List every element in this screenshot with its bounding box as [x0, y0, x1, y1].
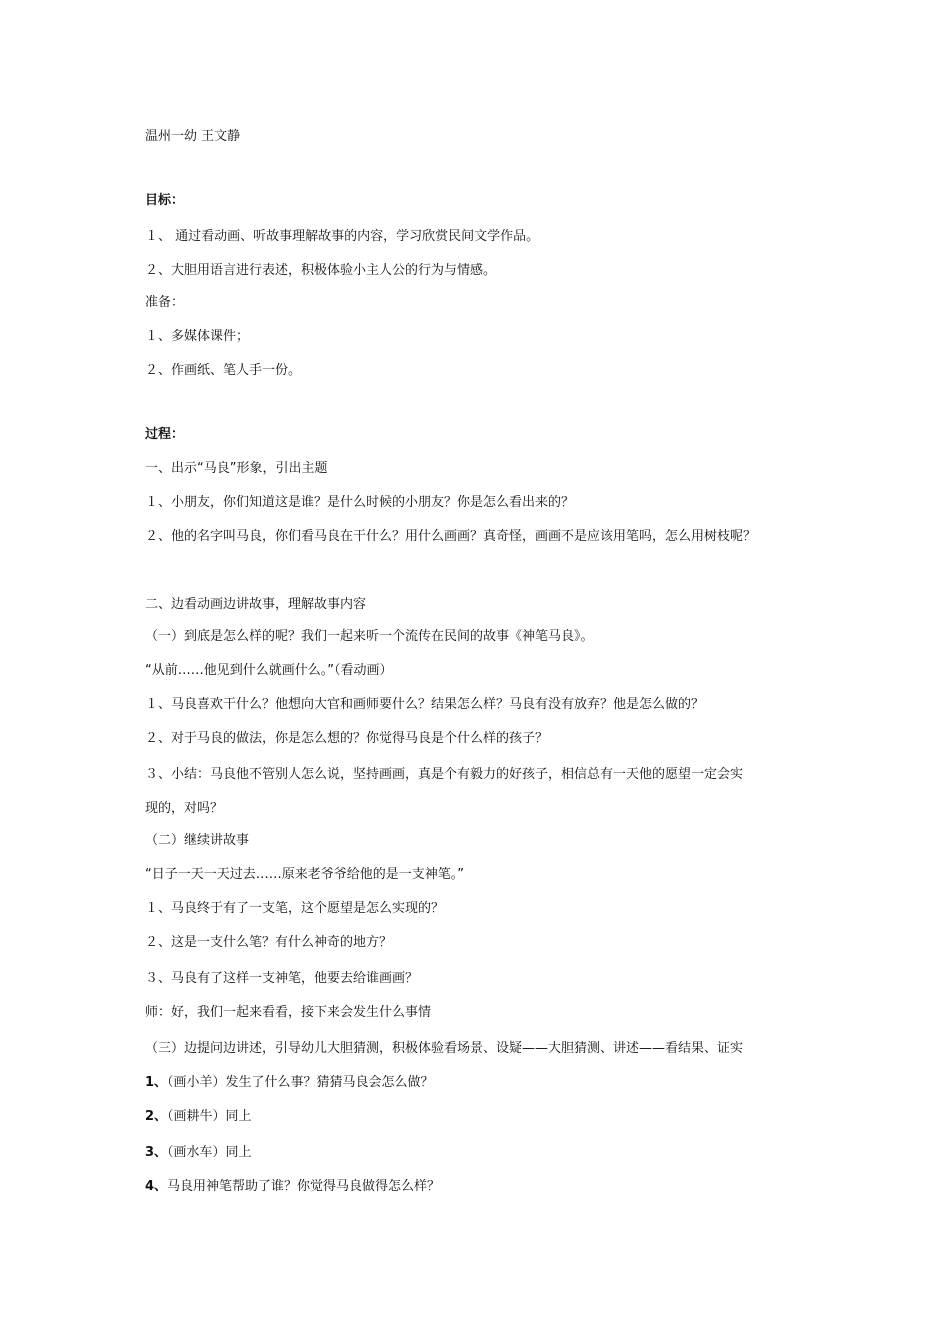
list-item — [145, 1074, 434, 1092]
part2-sub1: （一）到底是怎么样的呢？我们一起来听一个流传在民间的故事《神笔马良》。 — [145, 629, 594, 644]
part2-title: 二、边看动画边讲故事，理解故事内容 — [145, 597, 367, 612]
part2-item-continued: 现的，对吗？ — [145, 801, 224, 816]
list-item-text: （画耕牛）同上 — [167, 1109, 252, 1124]
part2-item: １、马良终于有了一支笔，这个愿望是怎么实现的？ — [145, 901, 445, 916]
process-heading: 过程： — [145, 427, 185, 442]
goal-item: ２、大胆用语言进行表述，积极体验小主人公的行为与情感。 — [145, 263, 497, 278]
part1-item: １、小朋友，你们知道这是谁？是什么时候的小朋友？你是怎么看出来的？ — [145, 495, 575, 510]
prep-item: ２、作画纸、笔人手一份。 — [145, 363, 302, 378]
part2-quote2: “日子一天一天过去……原来老爷爷给他的是一支神笔。” — [145, 867, 464, 882]
part2-item: ２、对于马良的做法，你是怎么想的？你觉得马良是个什么样的孩子？ — [145, 731, 549, 746]
part2-item: ３、马良有了这样一支神笔，他要去给谁画画？ — [145, 971, 419, 986]
part2-item: １、马良喜欢干什么？他想向大官和画师要什么？结果怎么样？马良有没有放弃？他是怎么做的？ — [145, 697, 705, 712]
goals-heading: 目标： — [145, 193, 185, 208]
list-item-number: 1、 — [145, 1075, 168, 1090]
list-item — [145, 1144, 252, 1162]
teacher-line: 师：好，我们一起来看看，接下来会发生什么事情 — [145, 1005, 432, 1020]
prep-heading: 准备： — [145, 295, 185, 310]
list-item-text: （画小羊）发生了什么事？猜猜马良会怎么做？ — [167, 1075, 434, 1090]
list-item — [145, 1178, 440, 1196]
part2-sub2: （二）继续讲故事 — [145, 833, 250, 848]
part1-item: ２、他的名字叫马良，你们看马良在干什么？用什么画画？真奇怪，画画不是应该用笔吗，怎么用树枝呢？ — [145, 529, 757, 544]
goal-item: １、 通过看动画、听故事理解故事的内容，学习欣赏民间文学作品。 — [145, 229, 540, 244]
part2-sub3: （三）边提问边讲述，引导幼儿大胆猜测，积极体验看场景、设疑——大胆猜测、讲述——看结果、证实 — [145, 1041, 744, 1056]
list-item-number: 4、 — [145, 1179, 168, 1194]
part2-item: ３、小结：马良他不管别人怎么说，坚持画画，真是个有毅力的好孩子，相信总有一天他的愿望一定会实 — [145, 767, 744, 782]
list-item-number: 3、 — [145, 1145, 168, 1160]
part2-item: ２、这是一支什么笔？有什么神奇的地方？ — [145, 935, 393, 950]
author-line: 温州一幼 王文静 — [145, 129, 241, 144]
part2-quote1: “从前……他见到什么就画什么。”（看动画） — [145, 663, 393, 678]
list-item-text: （画水车）同上 — [167, 1145, 252, 1160]
part1-title: 一、出示“马良”形象，引出主题 — [145, 461, 328, 476]
list-item-number: 2、 — [145, 1109, 168, 1124]
list-item-text: 马良用神笔帮助了谁？你觉得马良做得怎么样？ — [167, 1179, 441, 1194]
list-item — [145, 1108, 252, 1126]
prep-item: １、多媒体课件； — [145, 329, 250, 344]
